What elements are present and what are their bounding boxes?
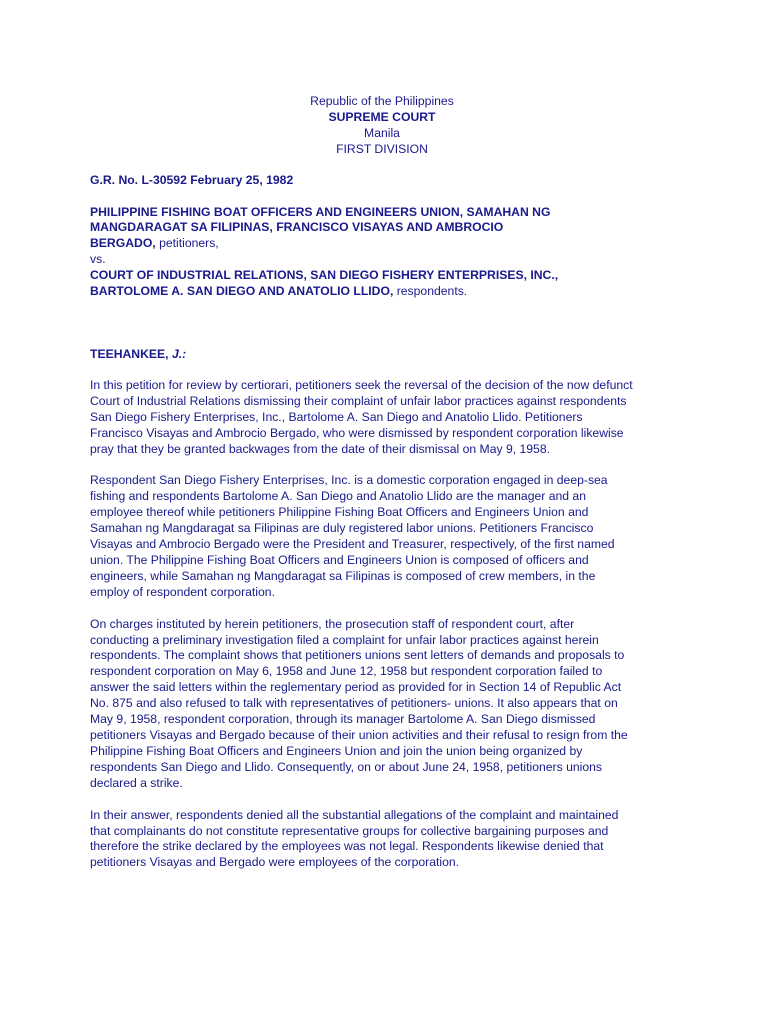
paragraph-line: fishing and respondents Bartolome A. San Diego and Anatolio Llido are the manager and an <box>90 489 586 504</box>
paragraph-line: employee thereof while petitioners Philippine Fishing Boat Officers and Engineers Union and <box>90 505 589 520</box>
paragraph-line: respondent corporation on May 6, 1958 and June 12, 1958 but respondent corporation failed to <box>90 664 603 679</box>
paragraph-line: Philippine Fishing Boat Officers and Engineers Union and join the union being organized by <box>90 743 583 758</box>
paragraph-line: Visayas and Ambrocio Bergado were the President and Treasurer, respectively, of the first named <box>90 537 615 552</box>
paragraph-line: union. The Philippine Fishing Boat Officers and Engineers Union is composed of officers and <box>90 552 589 567</box>
petitioners-name-end: BERGADO, <box>90 236 156 251</box>
gr-number: G.R. No. L-30592 February 25, 1982 <box>90 172 294 187</box>
paragraph-line: respondents San Diego and Llido. Consequently, on or about June 24, 1958, petitioners unions <box>90 759 603 774</box>
court-city: Manila <box>364 125 400 140</box>
paragraph-line: declared a strike. <box>90 775 183 790</box>
paragraph-line: Francisco Visayas and Ambrocio Bergado, who were dismissed by respondent corporation likewise <box>90 425 624 440</box>
paragraph-line: engineers, while Samahan ng Mangdaragat sa Filipinas is composed of crew members, in the <box>90 568 596 583</box>
paragraph-line: pray that they be granted backwages from the date of their dismissal on May 9, 1958. <box>90 441 550 456</box>
paragraph-line: On charges instituted by herein petitioners, the prosecution staff of respondent court, after <box>90 616 575 631</box>
paragraph-line: therefore the strike declared by the employees was not legal. Respondents likewise denied that <box>90 839 604 854</box>
respondents-name-end: BARTOLOME A. SAN DIEGO AND ANATOLIO LLIDO, <box>90 284 394 299</box>
country-name: Republic of the Philippines <box>310 94 454 108</box>
document-page <box>90 94 710 871</box>
paragraph-3 <box>90 617 710 792</box>
paragraph-line: answer the said letters within the reglementary period as provided for in Section 14 of Republic Act <box>90 680 622 695</box>
paragraph-line: employ of respondent corporation. <box>90 584 275 599</box>
paragraph-1 <box>90 378 710 458</box>
paragraph-line: Court of Industrial Relations dismissing their complaint of unfair labor practices against respondents <box>90 393 627 408</box>
court-name: SUPREME COURT <box>328 109 436 124</box>
paragraph-line: Samahan ng Mangdaragat sa Filipinas are duly registered labor unions. Petitioners Francisco <box>90 521 594 536</box>
petitioners-role: petitioners, <box>155 236 219 251</box>
ponente <box>90 347 710 363</box>
paragraph-line: respondents. The complaint shows that petitioners unions sent letters of demands and proposals to <box>90 648 625 663</box>
petitioners-line-3 <box>90 236 710 252</box>
respondents-role: respondents. <box>393 284 468 299</box>
petitioners-line-2: MANGDARAGAT SA FILIPINAS, FRANCISCO VISAYAS AND AMBROCIO <box>90 220 504 235</box>
paragraph-line: that complainants do not constitute representative groups for collective bargaining purposes and <box>90 823 609 838</box>
paragraph-line: In this petition for review by certiorari, petitioners seek the reversal of the decision of the now defunct <box>90 377 633 392</box>
paragraph-line: No. 875 and also refused to talk with representatives of petitioners- unions. It also appears that on <box>90 696 618 711</box>
versus-label: vs. <box>90 252 106 267</box>
division-name: FIRST DIVISION <box>336 141 428 156</box>
paragraph-line: May 9, 1958, respondent corporation, through its manager Bartolome A. San Diego dismissed <box>90 712 596 727</box>
ponente-name: TEEHANKEE, <box>90 346 172 361</box>
paragraph-line: San Diego Fishery Enterprises, Inc., Bartolome A. San Diego and Anatolio Llido. Petitioners <box>90 409 583 424</box>
paragraph-line: conducting a preliminary investigation filed a complaint for unfair labor practices against herein <box>90 632 599 647</box>
paragraph-line: In their answer, respondents denied all the substantial allegations of the complaint and maintained <box>90 807 619 822</box>
paragraph-2 <box>90 473 710 600</box>
ponente-title: J.: <box>171 346 187 361</box>
petitioners-line-1: PHILIPPINE FISHING BOAT OFFICERS AND ENGINEERS UNION, SAMAHAN NG <box>90 204 551 219</box>
paragraph-4 <box>90 808 710 872</box>
paragraph-line: Respondent San Diego Fishery Enterprises, Inc. is a domestic corporation engaged in deep-sea <box>90 473 608 488</box>
case-parties <box>90 205 710 300</box>
respondents-line-2 <box>90 284 710 300</box>
court-header <box>90 94 674 158</box>
paragraph-line: petitioners Visayas and Bergado were employees of the corporation. <box>90 855 460 870</box>
respondents-line-1: COURT OF INDUSTRIAL RELATIONS, SAN DIEGO FISHERY ENTERPRISES, INC., <box>90 268 559 283</box>
paragraph-line: petitioners Visayas and Bergado because of their union activities and their refusal to resign from the <box>90 728 628 742</box>
